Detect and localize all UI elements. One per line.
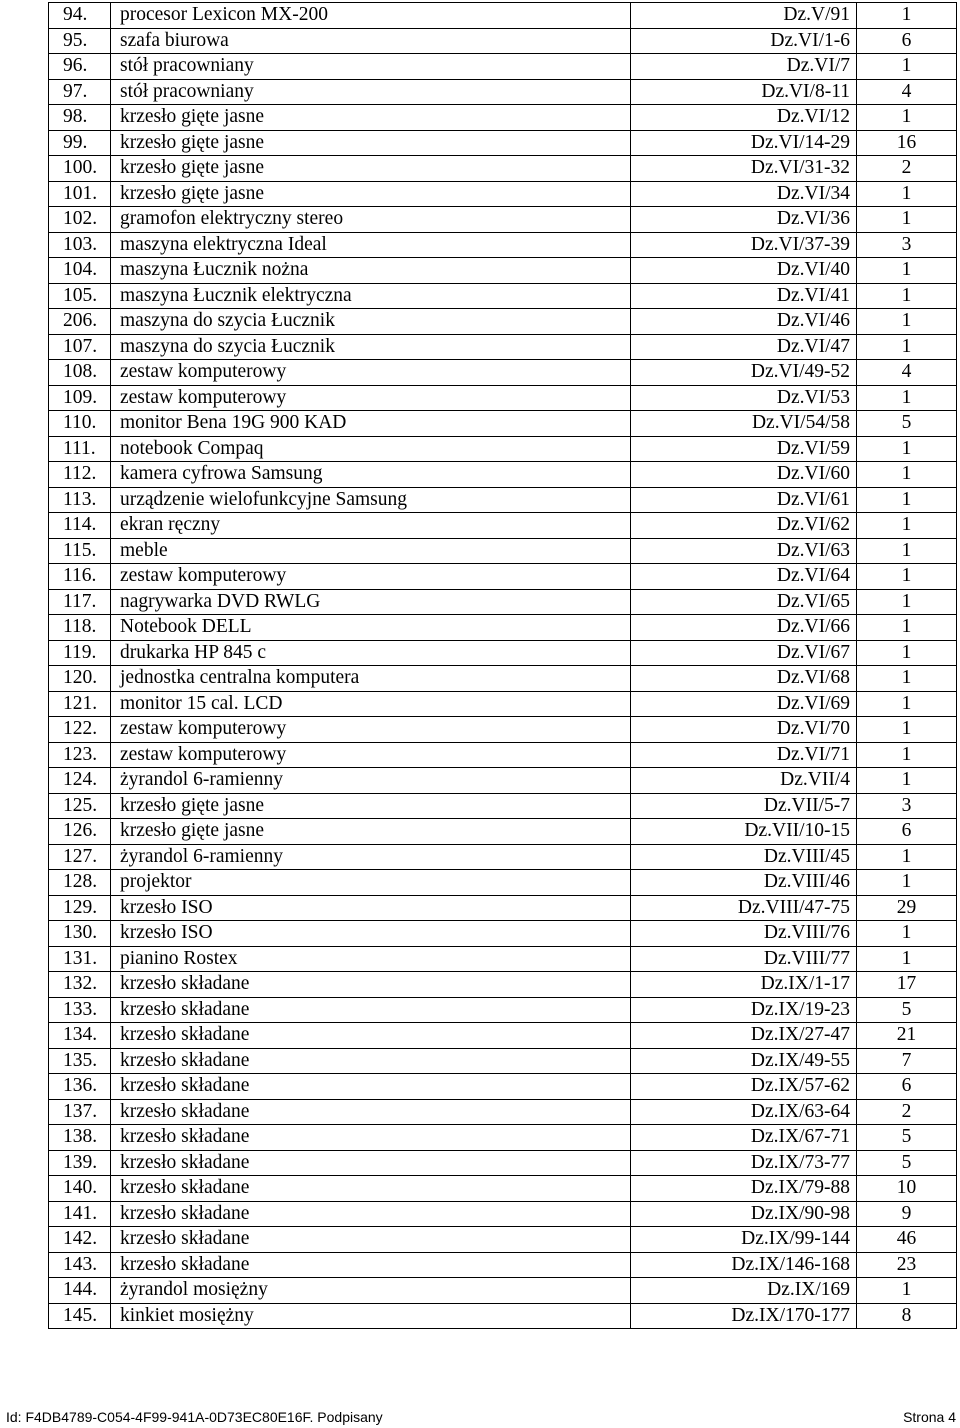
item-name: żyrandol 6-ramienny: [111, 844, 631, 870]
item-name: stół pracowniany: [111, 54, 631, 80]
table-row: [49, 870, 957, 896]
row-number: 99.: [49, 130, 111, 156]
table-row: [49, 105, 957, 131]
item-name: nagrywarka DVD RWLG: [111, 589, 631, 615]
item-name: krzesło gięte jasne: [111, 793, 631, 819]
inventory-mark: Dz.IX/79-88: [631, 1176, 857, 1202]
item-name: krzesło gięte jasne: [111, 819, 631, 845]
item-name: krzesło składane: [111, 997, 631, 1023]
item-quantity: 1: [857, 870, 957, 896]
row-number: 140.: [49, 1176, 111, 1202]
inventory-mark: Dz.VI/60: [631, 462, 857, 488]
row-number: 144.: [49, 1278, 111, 1304]
item-name: stół pracowniany: [111, 79, 631, 105]
inventory-mark: Dz.IX/67-71: [631, 1125, 857, 1151]
table-row: [49, 79, 957, 105]
document-id: Id: F4DB4789-C054-4F99-941A-0D73EC80E16F. Podpisany: [6, 1409, 383, 1425]
item-name: monitor 15 cal. LCD: [111, 691, 631, 717]
item-name: ekran ręczny: [111, 513, 631, 539]
table-row: [49, 589, 957, 615]
row-number: 125.: [49, 793, 111, 819]
inventory-mark: Dz.IX/170-177: [631, 1303, 857, 1329]
item-quantity: 1: [857, 742, 957, 768]
table-row: [49, 3, 957, 29]
table-row: [49, 1125, 957, 1151]
inventory-mark: Dz.IX/19-23: [631, 997, 857, 1023]
item-name: krzesło składane: [111, 1201, 631, 1227]
inventory-mark: Dz.VI/64: [631, 564, 857, 590]
inventory-mark: Dz.VI/65: [631, 589, 857, 615]
row-number: 105.: [49, 283, 111, 309]
inventory-mark: Dz.VI/34: [631, 181, 857, 207]
item-quantity: 4: [857, 79, 957, 105]
inventory-mark: Dz.IX/90-98: [631, 1201, 857, 1227]
table-row: [49, 972, 957, 998]
item-quantity: 1: [857, 921, 957, 947]
item-quantity: 8: [857, 1303, 957, 1329]
item-name: krzesło składane: [111, 1227, 631, 1253]
item-name: maszyna Łucznik nożna: [111, 258, 631, 284]
row-number: 97.: [49, 79, 111, 105]
item-name: krzesło składane: [111, 1048, 631, 1074]
inventory-mark: Dz.IX/169: [631, 1278, 857, 1304]
inventory-mark: Dz.VI/1-6: [631, 28, 857, 54]
item-quantity: 1: [857, 564, 957, 590]
row-number: 119.: [49, 640, 111, 666]
item-name: żyrandol mosiężny: [111, 1278, 631, 1304]
item-name: zestaw komputerowy: [111, 360, 631, 386]
inventory-mark: Dz.VIII/76: [631, 921, 857, 947]
item-name: urządzenie wielofunkcyjne Samsung: [111, 487, 631, 513]
item-quantity: 6: [857, 819, 957, 845]
item-quantity: 1: [857, 640, 957, 666]
table-row: [49, 793, 957, 819]
row-number: 126.: [49, 819, 111, 845]
item-quantity: 1: [857, 487, 957, 513]
item-quantity: 3: [857, 793, 957, 819]
table-row: [49, 54, 957, 80]
item-quantity: 10: [857, 1176, 957, 1202]
row-number: 115.: [49, 538, 111, 564]
row-number: 104.: [49, 258, 111, 284]
item-quantity: 9: [857, 1201, 957, 1227]
inventory-mark: Dz.VI/53: [631, 385, 857, 411]
inventory-mark: Dz.VI/31-32: [631, 156, 857, 182]
inventory-mark: Dz.VIII/47-75: [631, 895, 857, 921]
item-quantity: 5: [857, 1150, 957, 1176]
table-row: [49, 334, 957, 360]
row-number: 103.: [49, 232, 111, 258]
item-quantity: 1: [857, 436, 957, 462]
row-number: 98.: [49, 105, 111, 131]
inventory-mark: Dz.VI/54/58: [631, 411, 857, 437]
item-name: zestaw komputerowy: [111, 717, 631, 743]
item-quantity: 1: [857, 462, 957, 488]
inventory-mark: Dz.VI/40: [631, 258, 857, 284]
row-number: 139.: [49, 1150, 111, 1176]
item-name: kinkiet mosiężny: [111, 1303, 631, 1329]
row-number: 108.: [49, 360, 111, 386]
inventory-table-body: [49, 3, 957, 1329]
item-name: krzesło gięte jasne: [111, 105, 631, 131]
item-quantity: 1: [857, 309, 957, 335]
item-quantity: 4: [857, 360, 957, 386]
row-number: 206.: [49, 309, 111, 335]
item-name: jednostka centralna komputera: [111, 666, 631, 692]
table-row: [49, 1303, 957, 1329]
item-quantity: 5: [857, 1125, 957, 1151]
item-name: Notebook DELL: [111, 615, 631, 641]
inventory-mark: Dz.VI/59: [631, 436, 857, 462]
row-number: 113.: [49, 487, 111, 513]
row-number: 135.: [49, 1048, 111, 1074]
item-quantity: 2: [857, 156, 957, 182]
row-number: 133.: [49, 997, 111, 1023]
item-quantity: 1: [857, 258, 957, 284]
item-quantity: 5: [857, 997, 957, 1023]
table-row: [49, 1099, 957, 1125]
row-number: 94.: [49, 3, 111, 29]
table-row: [49, 207, 957, 233]
table-row: [49, 615, 957, 641]
inventory-mark: Dz.VI/37-39: [631, 232, 857, 258]
item-quantity: 7: [857, 1048, 957, 1074]
inventory-mark: Dz.VI/12: [631, 105, 857, 131]
row-number: 128.: [49, 870, 111, 896]
inventory-mark: Dz.VII/4: [631, 768, 857, 794]
item-quantity: 21: [857, 1023, 957, 1049]
item-quantity: 46: [857, 1227, 957, 1253]
item-quantity: 1: [857, 207, 957, 233]
item-quantity: 1: [857, 1278, 957, 1304]
table-row: [49, 895, 957, 921]
row-number: 96.: [49, 54, 111, 80]
item-name: żyrandol 6-ramienny: [111, 768, 631, 794]
item-quantity: 1: [857, 691, 957, 717]
table-row: [49, 1023, 957, 1049]
table-row: [49, 232, 957, 258]
item-name: meble: [111, 538, 631, 564]
row-number: 117.: [49, 589, 111, 615]
table-row: [49, 181, 957, 207]
table-row: [49, 156, 957, 182]
inventory-mark: Dz.IX/73-77: [631, 1150, 857, 1176]
item-name: krzesło ISO: [111, 921, 631, 947]
item-name: krzesło składane: [111, 1023, 631, 1049]
inventory-mark: Dz.VIII/46: [631, 870, 857, 896]
table-row: [49, 28, 957, 54]
table-row: [49, 819, 957, 845]
table-row: [49, 411, 957, 437]
row-number: 137.: [49, 1099, 111, 1125]
inventory-mark: Dz.IX/49-55: [631, 1048, 857, 1074]
table-row: [49, 283, 957, 309]
inventory-mark: Dz.VI/69: [631, 691, 857, 717]
table-row: [49, 946, 957, 972]
table-row: [49, 258, 957, 284]
inventory-mark: Dz.VI/71: [631, 742, 857, 768]
inventory-mark: Dz.VII/5-7: [631, 793, 857, 819]
item-quantity: 1: [857, 283, 957, 309]
item-name: maszyna elektryczna Ideal: [111, 232, 631, 258]
inventory-mark: Dz.VI/14-29: [631, 130, 857, 156]
table-row: [49, 1150, 957, 1176]
inventory-mark: Dz.VI/49-52: [631, 360, 857, 386]
item-quantity: 6: [857, 1074, 957, 1100]
row-number: 102.: [49, 207, 111, 233]
table-row: [49, 921, 957, 947]
row-number: 110.: [49, 411, 111, 437]
table-row: [49, 385, 957, 411]
row-number: 138.: [49, 1125, 111, 1151]
inventory-mark: Dz.VII/10-15: [631, 819, 857, 845]
inventory-mark: Dz.VI/46: [631, 309, 857, 335]
row-number: 122.: [49, 717, 111, 743]
table-row: [49, 436, 957, 462]
inventory-mark: Dz.V/91: [631, 3, 857, 29]
table-row: [49, 360, 957, 386]
item-quantity: 5: [857, 411, 957, 437]
item-quantity: 2: [857, 1099, 957, 1125]
inventory-mark: Dz.VI/41: [631, 283, 857, 309]
item-quantity: 6: [857, 28, 957, 54]
table-row: [49, 130, 957, 156]
inventory-mark: Dz.IX/99-144: [631, 1227, 857, 1253]
item-name: szafa biurowa: [111, 28, 631, 54]
table-row: [49, 538, 957, 564]
item-name: projektor: [111, 870, 631, 896]
item-quantity: 1: [857, 385, 957, 411]
inventory-mark: Dz.IX/146-168: [631, 1252, 857, 1278]
row-number: 95.: [49, 28, 111, 54]
inventory-mark: Dz.VI/67: [631, 640, 857, 666]
item-name: krzesło składane: [111, 1252, 631, 1278]
item-name: krzesło składane: [111, 972, 631, 998]
inventory-mark: Dz.IX/63-64: [631, 1099, 857, 1125]
inventory-mark: Dz.VIII/45: [631, 844, 857, 870]
inventory-mark: Dz.VI/8-11: [631, 79, 857, 105]
table-row: [49, 844, 957, 870]
table-row: [49, 666, 957, 692]
item-name: krzesło gięte jasne: [111, 181, 631, 207]
row-number: 129.: [49, 895, 111, 921]
row-number: 112.: [49, 462, 111, 488]
row-number: 142.: [49, 1227, 111, 1253]
table-row: [49, 462, 957, 488]
item-name: maszyna do szycia Łucznik: [111, 334, 631, 360]
inventory-table: [48, 2, 957, 1329]
row-number: 134.: [49, 1023, 111, 1049]
item-quantity: 1: [857, 513, 957, 539]
item-name: maszyna do szycia Łucznik: [111, 309, 631, 335]
item-name: pianino Rostex: [111, 946, 631, 972]
item-quantity: 1: [857, 54, 957, 80]
item-quantity: 16: [857, 130, 957, 156]
inventory-mark: Dz.VI/66: [631, 615, 857, 641]
inventory-mark: Dz.IX/1-17: [631, 972, 857, 998]
table-row: [49, 513, 957, 539]
row-number: 121.: [49, 691, 111, 717]
item-name: procesor Lexicon MX-200: [111, 3, 631, 29]
table-row: [49, 309, 957, 335]
row-number: 107.: [49, 334, 111, 360]
row-number: 109.: [49, 385, 111, 411]
table-row: [49, 1176, 957, 1202]
table-row: [49, 1252, 957, 1278]
item-quantity: 17: [857, 972, 957, 998]
table-row: [49, 640, 957, 666]
item-name: notebook Compaq: [111, 436, 631, 462]
inventory-mark: Dz.IX/57-62: [631, 1074, 857, 1100]
row-number: 111.: [49, 436, 111, 462]
item-quantity: 29: [857, 895, 957, 921]
table-row: [49, 1227, 957, 1253]
row-number: 131.: [49, 946, 111, 972]
table-row: [49, 997, 957, 1023]
item-quantity: 1: [857, 717, 957, 743]
row-number: 120.: [49, 666, 111, 692]
table-row: [49, 1074, 957, 1100]
item-name: krzesło gięte jasne: [111, 130, 631, 156]
row-number: 136.: [49, 1074, 111, 1100]
item-quantity: 1: [857, 105, 957, 131]
page-footer: [0, 1406, 960, 1428]
row-number: 118.: [49, 615, 111, 641]
inventory-mark: Dz.VI/7: [631, 54, 857, 80]
row-number: 141.: [49, 1201, 111, 1227]
item-quantity: 1: [857, 3, 957, 29]
item-quantity: 1: [857, 589, 957, 615]
item-name: krzesło gięte jasne: [111, 156, 631, 182]
item-quantity: 1: [857, 334, 957, 360]
item-name: zestaw komputerowy: [111, 742, 631, 768]
page-number: Strona 4: [903, 1409, 956, 1425]
item-name: krzesło składane: [111, 1099, 631, 1125]
item-quantity: 1: [857, 666, 957, 692]
row-number: 114.: [49, 513, 111, 539]
table-row: [49, 1278, 957, 1304]
inventory-mark: Dz.IX/27-47: [631, 1023, 857, 1049]
inventory-mark: Dz.VI/70: [631, 717, 857, 743]
inventory-mark: Dz.VI/61: [631, 487, 857, 513]
row-number: 143.: [49, 1252, 111, 1278]
item-name: krzesło ISO: [111, 895, 631, 921]
inventory-mark: Dz.VI/62: [631, 513, 857, 539]
item-quantity: 1: [857, 615, 957, 641]
item-quantity: 1: [857, 768, 957, 794]
item-name: krzesło składane: [111, 1125, 631, 1151]
item-quantity: 1: [857, 181, 957, 207]
row-number: 101.: [49, 181, 111, 207]
inventory-mark: Dz.VI/47: [631, 334, 857, 360]
table-row: [49, 742, 957, 768]
inventory-mark: Dz.VI/36: [631, 207, 857, 233]
table-row: [49, 564, 957, 590]
item-quantity: 23: [857, 1252, 957, 1278]
table-row: [49, 487, 957, 513]
table-row: [49, 691, 957, 717]
item-name: zestaw komputerowy: [111, 564, 631, 590]
row-number: 124.: [49, 768, 111, 794]
item-quantity: 1: [857, 538, 957, 564]
row-number: 116.: [49, 564, 111, 590]
row-number: 100.: [49, 156, 111, 182]
table-row: [49, 768, 957, 794]
item-name: krzesło składane: [111, 1150, 631, 1176]
item-name: gramofon elektryczny stereo: [111, 207, 631, 233]
item-name: krzesło składane: [111, 1074, 631, 1100]
row-number: 130.: [49, 921, 111, 947]
inventory-mark: Dz.VIII/77: [631, 946, 857, 972]
item-name: kamera cyfrowa Samsung: [111, 462, 631, 488]
item-name: maszyna Łucznik elektryczna: [111, 283, 631, 309]
item-quantity: 1: [857, 946, 957, 972]
row-number: 145.: [49, 1303, 111, 1329]
item-quantity: 1: [857, 844, 957, 870]
inventory-mark: Dz.VI/68: [631, 666, 857, 692]
row-number: 132.: [49, 972, 111, 998]
item-name: zestaw komputerowy: [111, 385, 631, 411]
item-name: monitor Bena 19G 900 KAD: [111, 411, 631, 437]
item-name: krzesło składane: [111, 1176, 631, 1202]
row-number: 123.: [49, 742, 111, 768]
item-name: drukarka HP 845 c: [111, 640, 631, 666]
table-row: [49, 1201, 957, 1227]
table-row: [49, 717, 957, 743]
table-row: [49, 1048, 957, 1074]
inventory-mark: Dz.VI/63: [631, 538, 857, 564]
row-number: 127.: [49, 844, 111, 870]
item-quantity: 3: [857, 232, 957, 258]
